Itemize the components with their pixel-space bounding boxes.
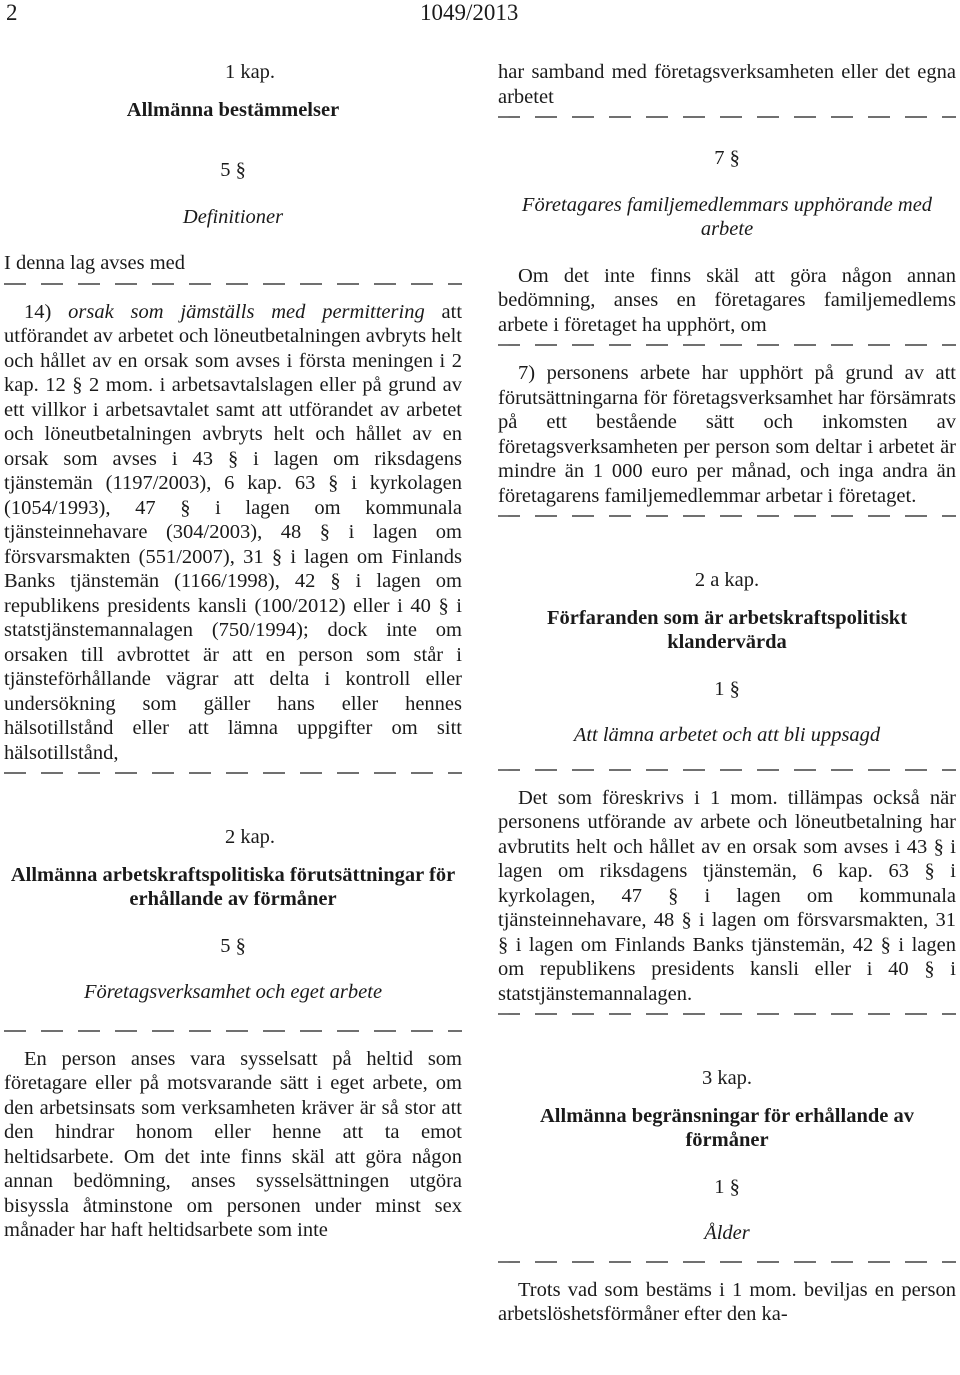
chapter-2a-heading: 2 a kap.: [694, 569, 760, 591]
section-5b-body: En person anses vara sysselsatt på heltid som företagare eller på motsvarande sätt i eget arbete, om den arbetsinsats som verksamheten kräver är så stor att den hindrar honom eller henne att ta emot heltidsarbete. Om det inte finns skäl att göra någon annan bedömning, anses sysselsättningen utgöra bisyssla åtminstone om personen under minst sex månader har haft heltidsarbete som inte: [4, 1047, 462, 1241]
section-1b-title: Ålder: [704, 1222, 750, 1244]
section-7-intro: Om det inte finns skäl att göra någon annan bedömning, anses en företagares familjemedlems arbete i företaget ha upphört, om: [498, 264, 956, 336]
chapter-3-heading: 3 kap.: [701, 1067, 753, 1089]
section-1b-body: Trots vad som bestäms i 1 mom. beviljas en person arbetslöshetsförmåner efter den ka-: [498, 1278, 956, 1325]
chapter-2-heading: 2 kap.: [224, 826, 276, 848]
chapter-3-title: Allmänna begränsningar för erhållande av förmåner: [540, 1104, 914, 1151]
dash-line: [4, 771, 462, 775]
section-1b-heading: 1 §: [714, 1175, 740, 1198]
dash-line: [498, 1012, 956, 1016]
dash-line: [498, 1260, 956, 1264]
section-5-heading: 5 §: [220, 159, 246, 181]
chapter-2-title: Allmänna arbetskraftspolitiska förutsättningar för erhållande av förmåner: [10, 863, 456, 910]
dash-line: [498, 768, 956, 772]
omission-dashes: [4, 1023, 462, 1047]
intro-text: I denna lag avses med: [4, 252, 186, 274]
dash-line: [498, 514, 956, 518]
dash-line: [498, 343, 956, 347]
omission-dashes: [498, 109, 956, 133]
chapter-1-title: Allmänna bestämmelser: [126, 98, 340, 121]
section-1-heading: 1 §: [714, 677, 740, 700]
omission-dashes: [498, 1006, 956, 1030]
right-column: [498, 60, 956, 1327]
dash-line: [4, 282, 462, 286]
page-header: [0, 0, 960, 30]
omission-dashes: [498, 762, 956, 786]
document-reference: 1049/2013: [420, 0, 519, 25]
item-14-term: orsak som jämställs med permittering: [68, 300, 425, 323]
section-7-heading: 7 §: [714, 147, 740, 169]
item-14-number: 14): [24, 300, 69, 323]
section-1-body: Det som föreskrivs i 1 mom. tillämpas också när personens utförande av arbete och löneutbetalning har avbrutits helt och hållet av en orsak som avses i 43 § i lagen om riksdagens tjänstemän, 6 kap. 63 § i kyrkolagen, 47 § i lagen om kommunala tjänsteinnehavare, 48 § i lagen om försvarsmakten, 31 § i lagen om Finlands Banks tjänstemän, 42 § i lagen om republikens presidents kansli eller i 40 § i statstjänstemannalagen.: [498, 786, 956, 1005]
page-number: 2: [6, 0, 18, 25]
section-1-title: Att lämna arbetet och att bli uppsagd: [573, 724, 881, 746]
continuation-text: har samband med företagsverksamheten eller det egna arbetet: [498, 61, 956, 108]
omission-dashes: [498, 1254, 956, 1278]
omission-dashes: [498, 508, 956, 532]
dash-line: [498, 115, 956, 119]
section-7-title: Företagares familjemedlemmars upphörande med arbete: [521, 193, 933, 240]
omission-dashes: [498, 337, 956, 361]
section-5-title: Definitioner: [182, 205, 284, 228]
section-5b-heading: 5 §: [220, 934, 246, 957]
left-column: [4, 60, 462, 1243]
item-14-body: att utförandet av arbetet och löneutbetalningen avbryts helt och hållet av en orsak som avses i första meningen i 2 kap. 12 § 2 mom. i arbetsavtalslagen eller på grund av ett villkor i arbetsavtalet samt att utförandet av arbetet och löneutbetalningen avbryts helt och hållet av en orsak som avses i 43 § i lagen om riksdagens tjänstemän (1197/2003), 6 kap. 63 § i kyrkolagen (1054/1993), 47 § i lagen om kommunala tjänsteinnehavare (304/2003), 48 § i lagen om försvarsmakten (551/2007), 31 § i lagen om Finlands Banks tjänstemän (1166/1998), 42 § i lagen om republikens presidents kansli (100/2012) eller i 40 § i statstjänstemannalagen (750/1994); dock inte om orsaken till avbrottet är att en person som står i tjänsteförhållande vägrar att delta i kontroll eller undersökning som gäller hans eller hennes hälsotillstånd eller att lämna uppgifter om sitt hälsotillstånd,: [4, 300, 463, 764]
omission-dashes: [4, 765, 462, 789]
chapter-2a-title: Förfaranden som är arbetskraftspolitiskt klandervärda: [546, 606, 908, 653]
section-5b-title: Företagsverksamhet och eget arbete: [83, 981, 383, 1003]
item-14-paragraph: [4, 300, 462, 766]
section-7-item-7: 7) personens arbete har upphört på grund av att förutsättningarna för företagsverksamhet har försämrats på ett bestående sätt och inkomsten av företagsverksamheten per person som deltar i arbetet är mindre än 1 000 euro per månad, och inga andra än företagarens familjemedlemmar arbetar i företaget.: [498, 362, 956, 507]
dash-line: [4, 1029, 462, 1033]
chapter-1-heading: 1 kap.: [224, 61, 276, 83]
omission-dashes: [4, 276, 462, 300]
